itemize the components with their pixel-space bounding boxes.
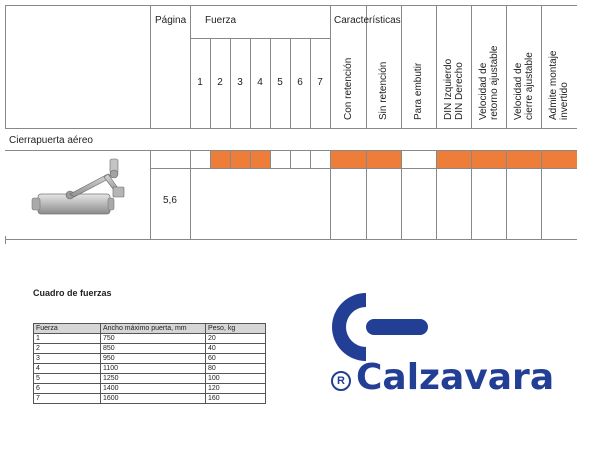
col-divider-pagina-body	[150, 150, 151, 239]
feature-col-line	[471, 5, 472, 128]
cell-fuerza: 1	[34, 334, 101, 344]
col-divider-pagina	[150, 5, 151, 128]
cell-ancho: 1600	[101, 394, 206, 404]
force-cell-line	[270, 150, 271, 168]
cell-peso: 20	[206, 334, 266, 344]
cell-peso: 100	[206, 374, 266, 384]
force-cell-active-2	[211, 151, 230, 168]
cell-fuerza: 6	[34, 384, 101, 394]
force-level-3: 3	[237, 77, 243, 88]
force-cell-active-4	[251, 151, 270, 168]
feature-sin-retencion: Sin retención	[378, 61, 389, 120]
col-divider-fuerza-body	[190, 150, 191, 239]
product-page-number: 5,6	[163, 195, 177, 206]
force-level-5: 5	[277, 77, 283, 88]
col-divider-fuerza	[190, 5, 191, 128]
force-table	[33, 323, 266, 404]
feature-vel-retorno: Velocidad de retorno ajustable	[478, 45, 500, 120]
cell-peso: 60	[206, 354, 266, 364]
force-cell-active-3	[231, 151, 250, 168]
feature-cell-active-vel-retorno	[472, 151, 506, 168]
section-label: Cierrapuerta aéreo	[9, 135, 93, 146]
table-tick-left	[5, 236, 6, 244]
table-border-bottom	[5, 239, 577, 240]
cell-ancho: 1100	[101, 364, 206, 374]
cell-peso: 160	[206, 394, 266, 404]
cell-fuerza: 3	[34, 354, 101, 364]
fuerza-header: Fuerza	[205, 15, 237, 26]
cell-fuerza: 4	[34, 364, 101, 374]
table-row	[34, 344, 266, 354]
feature-col-line	[401, 5, 402, 128]
cell-ancho: 1400	[101, 384, 206, 394]
table-row	[34, 364, 266, 374]
feature-cell-active-sin-retencion	[367, 151, 401, 168]
feature-para-embutir: Para embutir	[413, 62, 424, 120]
cell-ancho: 950	[101, 354, 206, 364]
feature-montaje-invertido: Admite montaje invertido	[548, 50, 570, 120]
feature-col-line	[436, 5, 437, 128]
feature-cell-line	[401, 150, 402, 239]
pagina-header: Página	[155, 15, 187, 26]
cell-fuerza: 2	[34, 344, 101, 354]
header-bottom-line	[5, 128, 577, 129]
registered-mark: R	[331, 371, 351, 391]
table-border-top	[5, 5, 577, 6]
feature-cell-active-montaje	[542, 151, 577, 168]
header-peso: Peso, kg	[206, 324, 266, 334]
cell-fuerza: 7	[34, 394, 101, 404]
table-row	[34, 384, 266, 394]
feature-din: DIN Izquierdo DIN Derecho	[443, 58, 465, 120]
table-border-left	[5, 5, 6, 128]
header-ancho: Ancho máximo puerta, mm	[101, 324, 206, 334]
force-cell-line	[310, 150, 311, 168]
option-row-line	[150, 168, 577, 169]
caracteristicas-header: Características	[334, 15, 401, 26]
feature-cell-active-con-retencion	[331, 151, 366, 168]
table-row	[34, 374, 266, 384]
fuerza-subheader-line	[190, 38, 330, 39]
force-level-1: 1	[197, 77, 203, 88]
feature-vel-cierre: Velocidad de cierre ajustable	[513, 52, 535, 120]
feature-col-line	[541, 5, 542, 128]
force-table-title: Cuadro de fuerzas	[33, 288, 112, 298]
force-level-4: 4	[257, 77, 263, 88]
force-table-header-row	[34, 324, 266, 334]
force-cell-line	[290, 150, 291, 168]
cell-fuerza: 5	[34, 374, 101, 384]
feature-con-retencion: Con retención	[343, 57, 354, 120]
force-level-7: 7	[317, 77, 323, 88]
table-row	[34, 394, 266, 404]
cell-peso: 80	[206, 364, 266, 374]
feature-col-line	[506, 5, 507, 128]
force-level-2: 2	[217, 77, 223, 88]
force-level-6: 6	[297, 77, 303, 88]
cell-peso: 40	[206, 344, 266, 354]
feature-cell-active-din	[437, 151, 471, 168]
table-row	[34, 354, 266, 364]
table-row	[34, 334, 266, 344]
feature-cell-active-vel-cierre	[507, 151, 541, 168]
cell-peso: 120	[206, 384, 266, 394]
door-closer-image	[30, 157, 130, 223]
cell-ancho: 850	[101, 344, 206, 354]
header-fuerza: Fuerza	[34, 324, 101, 334]
brand-name: Calzavara	[356, 357, 555, 398]
cell-ancho: 1250	[101, 374, 206, 384]
col-divider-caracteristicas	[330, 5, 331, 128]
cell-ancho: 750	[101, 334, 206, 344]
